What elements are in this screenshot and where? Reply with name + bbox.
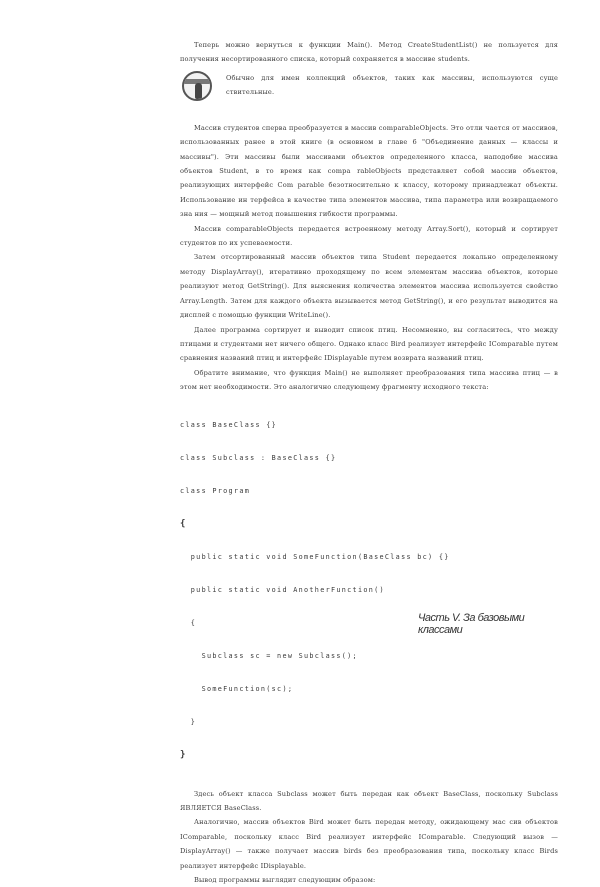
paragraph-6: Обратите внимание, что функция Main() не выполняет преобразования типа массива птиц — в этом нет необходимости. Это аналогично следующему фрагменту исходного текста: xyxy=(180,368,558,392)
code-line: public static void SomeFunction(BaseClass bc) {} xyxy=(180,552,450,561)
paragraph-5: Далее программа сортирует и выводит список птиц. Несомненно, вы согласитесь, что между птицами и студентами нет ничего общего. Однако класс Bird реализует интерфейс IComparable путем сравнения названий птиц и интерфейс IDisplayable путем возврата названий птиц. xyxy=(180,325,558,363)
page-content xyxy=(180,38,558,887)
hand-pointer-icon xyxy=(182,71,212,101)
code-line: { xyxy=(180,618,197,627)
paragraph-7: Здесь объект класса Subclass может быть передан как объект BaseClass, поскольку Subclass ЯВЛЯЕТСЯ BaseClass. xyxy=(180,789,558,812)
code-line: { xyxy=(180,518,187,529)
paragraph-2: Массив студентов сперва преобразуется в массив comparableObjects. Это отли чается от массивов, использованных ранее в этой книге (в основном в главе 6 "Объединение данных — классы и массивы"). Эти массивы были массивами объектов определенного класса, наподобие массива объектов Student, в то время как compa rableObjects представляет собой массив объектов, реализующих интерфейс Com parable безотносительно к классу, которому принадлежат объекты. Использование ин терфейса в качестве типа элементов массива, типа параметра или возвращаемого зна ния — мощный метод повышения гибкости программы. xyxy=(180,123,558,219)
code-line: Subclass sc = new Subclass(); xyxy=(180,651,358,660)
code-line: class Subclass : BaseClass {} xyxy=(180,453,337,462)
code-listing xyxy=(180,398,558,783)
code-line: SomeFunction(sc); xyxy=(180,684,294,693)
paragraph-9: Вывод программы выглядит следующим образом: xyxy=(194,875,376,884)
note-text: Обычно для имен коллекций объектов, таких как массивы, используются суще ствительные. xyxy=(226,73,558,97)
code-line: } xyxy=(180,749,187,760)
code-line: class BaseClass {} xyxy=(180,420,278,429)
running-footer: Часть V. За базовыми классами xyxy=(418,612,525,636)
code-line: public static void AnotherFunction() xyxy=(180,585,385,594)
code-line: class Program xyxy=(180,486,251,495)
paragraph-4: Затем отсортированный массив объектов типа Student передается локально определенному методу DisplayArray(), итеративно проходящему по всем элементам массива объектов, которые реализуют метод GetString(). Для выяснения количества элементов массива используется свойство Array.Length. Затем для каждого объекта вызывается метод GetString(), и его результат выводится на дисплей с помощью функции WriteLine(). xyxy=(180,253,558,320)
note-block xyxy=(180,71,558,111)
code-line: } xyxy=(180,717,197,726)
paragraph-8: Аналогично, массив объектов Bird может быть передан методу, ожидающему мас сив объектов IComparable, поскольку класс Bird реализует интерфейс IComparable. Следующий вызов — DisplayArray() — также получает массив birds без преобразования типа, поскольку класс Birds реализует интерфейс IDisplayable. xyxy=(180,818,558,870)
paragraph-1: Теперь можно вернуться к функции Main(). Метод CreateStudentList() не пользуется для получения несортированного списка, который сохраняется в массиве students. xyxy=(180,41,558,64)
paragraph-3: Массив comparableObjects передается встроенному методу Array.Sort(), который и сортирует студентов по их успеваемости. xyxy=(180,224,558,248)
